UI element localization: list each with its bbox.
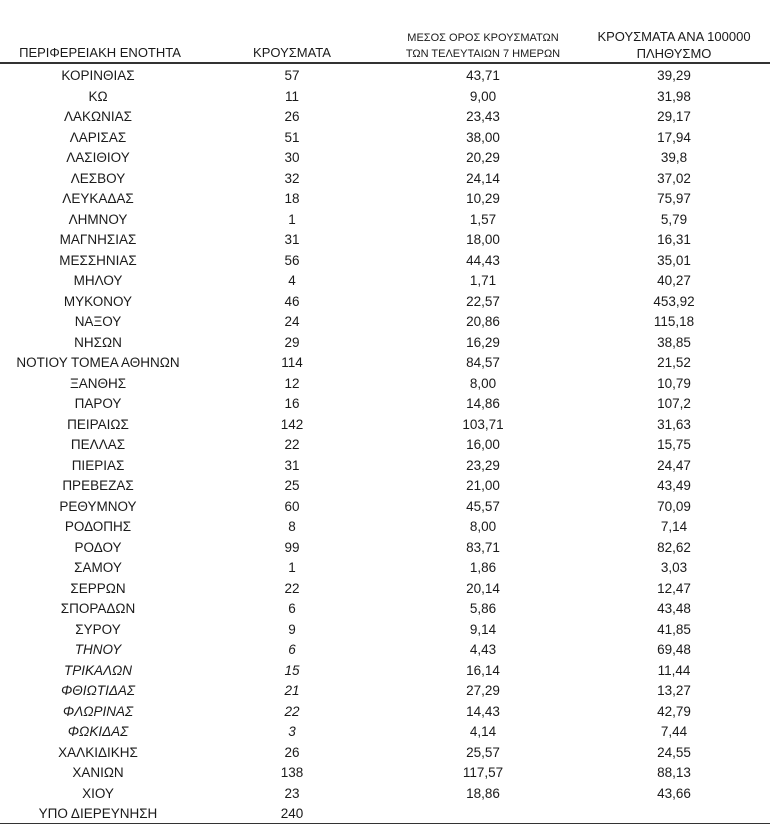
rate-cell: 3,03 — [660, 560, 688, 575]
table-row — [0, 210, 770, 231]
rate-cell: 41,85 — [657, 621, 691, 637]
region-cell: ΜΕΣΣΗΝΙΑΣ — [59, 252, 137, 268]
table-row — [0, 374, 770, 395]
cases-cell: 9 — [288, 621, 296, 637]
table-row — [0, 620, 770, 641]
rate-cell: 40,27 — [657, 273, 691, 288]
rate-cell: 39,8 — [660, 150, 688, 165]
rate-cell: 69,48 — [657, 642, 691, 657]
header-avg-7-days — [388, 30, 578, 62]
rate-cell: 88,13 — [657, 765, 691, 780]
table-row — [0, 435, 770, 456]
table-row — [0, 169, 770, 190]
cases-cell: 22 — [284, 703, 300, 719]
cases-cell: 8 — [288, 519, 296, 534]
region-cell: ΠΕΙΡΑΙΩΣ — [67, 416, 129, 432]
region-cell: ΡΟΔΟΥ — [74, 539, 122, 555]
cases-cell: 32 — [284, 170, 300, 186]
table-row — [0, 128, 770, 149]
table-row — [0, 353, 770, 374]
avg-cell: 10,29 — [466, 191, 500, 206]
header-rate-line2: ΠΛΗΘΥΣΜΟ — [636, 46, 712, 61]
table-row — [0, 517, 770, 538]
region-cell: ΣΕΡΡΩΝ — [70, 580, 126, 596]
table-row — [0, 558, 770, 579]
avg-cell: 117,57 — [462, 765, 504, 780]
rate-cell: 31,63 — [657, 416, 691, 432]
cases-cell: 142 — [280, 416, 304, 432]
region-cell: ΞΑΝΘΗΣ — [69, 375, 127, 391]
avg-cell: 16,00 — [466, 437, 500, 452]
rate-cell: 11,44 — [657, 662, 691, 678]
region-cell: ΧΑΛΚΙΔΙΚΗΣ — [58, 744, 138, 760]
rate-cell: 38,85 — [657, 334, 691, 350]
rate-cell: 115,18 — [653, 314, 695, 329]
header-avg-line2: ΤΩΝ ΤΕΛΕΥΤΑΙΩΝ 7 ΗΜΕΡΩΝ — [405, 48, 561, 60]
cases-cell: 56 — [284, 252, 300, 268]
region-cell: ΛΑΣΙΘΙΟΥ — [66, 150, 130, 165]
region-cell: ΛΑΡΙΣΑΣ — [69, 129, 127, 145]
avg-cell: 16,14 — [466, 662, 500, 678]
region-cell: ΛΕΣΒΟΥ — [70, 170, 126, 186]
cases-cell: 21 — [284, 683, 300, 698]
cases-cell: 22 — [284, 580, 300, 596]
cases-cell: 99 — [284, 539, 300, 555]
rate-cell: 29,17 — [657, 109, 691, 124]
avg-cell: 9,00 — [469, 88, 497, 104]
table-row — [0, 148, 770, 169]
cases-cell: 11 — [284, 88, 299, 104]
region-cell: ΚΟΡΙΝΘΙΑΣ — [61, 68, 135, 83]
rate-cell: 7,14 — [660, 519, 688, 534]
cases-cell: 46 — [284, 293, 300, 309]
table-row — [0, 271, 770, 292]
table-row — [0, 722, 770, 743]
table-row — [0, 312, 770, 333]
rate-cell: 12,47 — [657, 580, 691, 596]
cases-cell: 57 — [284, 68, 300, 83]
avg-cell: 25,57 — [466, 744, 500, 760]
cases-cell: 23 — [284, 785, 300, 801]
avg-cell: 18,00 — [466, 232, 500, 247]
table-row — [0, 784, 770, 805]
avg-cell: 103,71 — [462, 416, 504, 432]
region-cell: ΦΘΙΩΤΙΔΑΣ — [61, 683, 135, 698]
avg-cell: 9,14 — [469, 621, 497, 637]
rate-cell: 35,01 — [657, 252, 691, 268]
avg-cell: 23,29 — [466, 457, 500, 473]
avg-cell: 84,57 — [466, 355, 500, 370]
table-row — [0, 681, 770, 702]
rate-cell: 43,49 — [657, 478, 691, 493]
rate-cell: 17,94 — [657, 129, 691, 145]
rate-cell: 43,66 — [657, 785, 691, 801]
table-header — [0, 0, 770, 64]
region-cell: ΦΩΚΙΔΑΣ — [67, 724, 129, 739]
cases-cell: 1 — [288, 211, 296, 227]
avg-cell: 20,29 — [466, 150, 500, 165]
header-rate-line1: ΚΡΟΥΣΜΑΤΑ ΑΝΑ 100000 — [597, 29, 751, 44]
avg-cell: 4,14 — [469, 724, 497, 739]
cases-cell: 240 — [280, 806, 304, 821]
region-cell: ΤΡΙΚΑΛΩΝ — [63, 662, 133, 678]
cases-cell: 29 — [284, 334, 300, 350]
region-cell: ΝΑΞΟΥ — [74, 314, 122, 329]
table-row — [0, 702, 770, 723]
table-row — [0, 66, 770, 87]
header-region: ΠΕΡΙΦΕΡΕΙΑΚΗ ΕΝΟΤΗΤΑ — [19, 45, 181, 60]
avg-cell: 8,00 — [469, 519, 497, 534]
avg-cell: 45,57 — [466, 498, 500, 514]
region-cell: ΜΑΓΝΗΣΙΑΣ — [59, 232, 137, 247]
region-cell: ΝΗΣΩΝ — [74, 334, 122, 350]
rate-cell: 39,29 — [657, 68, 691, 83]
table-row — [0, 743, 770, 764]
avg-cell: 22,57 — [466, 293, 500, 309]
cases-cell: 26 — [284, 109, 300, 124]
region-cell: ΛΑΚΩΝΙΑΣ — [64, 109, 132, 124]
table-row — [0, 804, 770, 825]
cases-cell: 30 — [284, 150, 300, 165]
rate-cell: 31,98 — [657, 88, 691, 104]
table-row — [0, 415, 770, 436]
region-cell: ΥΠΟ ΔΙΕΡΕΥΝΗΣΗ — [38, 806, 158, 821]
avg-cell: 27,29 — [466, 683, 500, 698]
region-cell: ΠΡΕΒΕΖΑΣ — [62, 478, 134, 493]
region-cell: ΠΕΛΛΑΣ — [70, 437, 126, 452]
cases-cell: 12 — [284, 375, 300, 391]
rate-cell: 21,52 — [657, 355, 691, 370]
cases-cell: 6 — [288, 601, 296, 616]
cases-cell: 6 — [288, 642, 296, 657]
rate-cell: 24,55 — [657, 744, 691, 760]
cases-cell: 16 — [284, 396, 300, 411]
cases-cell: 138 — [280, 765, 304, 780]
header-avg-line1: ΜΕΣΟΣ ΟΡΟΣ ΚΡΟΥΣΜΑΤΩΝ — [407, 32, 559, 44]
cases-cell: 31 — [284, 232, 300, 247]
cases-cell: 26 — [284, 744, 300, 760]
region-cell: ΧΑΝΙΩΝ — [72, 765, 124, 780]
region-cell: ΝΟΤΙΟΥ ΤΟΜΕΑ ΑΘΗΝΩΝ — [16, 355, 180, 370]
cases-cell: 1 — [288, 560, 296, 575]
cases-cell: 22 — [284, 437, 300, 452]
avg-cell: 5,86 — [469, 601, 497, 616]
region-cell: ΣΠΟΡΑΔΩΝ — [60, 601, 136, 616]
region-cell: ΛΕΥΚΑΔΑΣ — [62, 191, 134, 206]
avg-cell: 4,43 — [469, 642, 497, 657]
table-row — [0, 292, 770, 313]
avg-cell: 44,43 — [466, 252, 500, 268]
rate-cell: 82,62 — [657, 539, 691, 555]
table-row — [0, 763, 770, 784]
avg-cell: 18,86 — [466, 785, 500, 801]
rate-cell: 107,2 — [657, 396, 691, 411]
cases-cell: 114 — [281, 355, 303, 370]
region-cell: ΛΗΜΝΟΥ — [68, 211, 128, 227]
rate-cell: 7,44 — [660, 724, 688, 739]
table-row — [0, 333, 770, 354]
rate-cell: 453,92 — [653, 293, 695, 309]
table-row — [0, 661, 770, 682]
avg-cell: 83,71 — [466, 539, 500, 555]
region-cell: ΜΗΛΟΥ — [73, 273, 123, 288]
cases-cell: 25 — [284, 478, 300, 493]
cases-cell: 4 — [288, 273, 296, 288]
cases-cell: 51 — [284, 129, 300, 145]
header-cases: ΚΡΟΥΣΜΑΤΑ — [253, 45, 331, 60]
table-row — [0, 87, 770, 108]
region-cell: ΚΩ — [88, 88, 108, 104]
cases-cell: 15 — [284, 662, 300, 678]
cases-cell: 60 — [284, 498, 300, 514]
rate-cell: 70,09 — [657, 498, 691, 514]
table-row — [0, 394, 770, 415]
region-cell: ΧΙΟΥ — [82, 785, 114, 801]
rate-cell: 16,31 — [657, 232, 691, 247]
rate-cell: 24,47 — [657, 457, 691, 473]
avg-cell: 38,00 — [466, 129, 500, 145]
cases-cell: 31 — [284, 457, 300, 473]
table-row — [0, 599, 770, 620]
rate-cell: 13,27 — [657, 683, 691, 698]
avg-cell: 20,14 — [466, 580, 500, 596]
region-cell: ΣΥΡΟΥ — [75, 621, 121, 637]
table-row — [0, 251, 770, 272]
avg-cell: 8,00 — [469, 375, 497, 391]
avg-cell: 1,71 — [469, 273, 497, 288]
avg-cell: 1,57 — [469, 211, 497, 227]
region-cell: ΠΙΕΡΙΑΣ — [71, 457, 125, 473]
avg-cell: 43,71 — [466, 68, 500, 83]
cases-cell: 3 — [288, 724, 296, 739]
table-row — [0, 230, 770, 251]
table-row — [0, 538, 770, 559]
region-cell: ΡΟΔΟΠΗΣ — [64, 519, 132, 534]
avg-cell: 14,86 — [466, 396, 500, 411]
region-cell: ΦΛΩΡΙΝΑΣ — [62, 703, 134, 719]
rate-cell: 15,75 — [657, 437, 691, 452]
rate-cell: 43,48 — [657, 601, 691, 616]
table-body — [0, 66, 770, 825]
table-row — [0, 497, 770, 518]
avg-cell: 14,43 — [466, 703, 500, 719]
rate-cell: 75,97 — [657, 191, 691, 206]
avg-cell: 24,14 — [466, 170, 500, 186]
avg-cell: 20,86 — [466, 314, 500, 329]
region-cell: ΤΗΝΟΥ — [74, 642, 122, 657]
cases-cell: 18 — [284, 191, 300, 206]
rate-cell: 37,02 — [657, 170, 691, 186]
region-cell: ΜΥΚΟΝΟΥ — [63, 293, 133, 309]
avg-cell: 16,29 — [466, 334, 500, 350]
table-row — [0, 107, 770, 128]
region-cell: ΣΑΜΟΥ — [74, 560, 122, 575]
bottom-rule — [0, 823, 770, 824]
avg-cell: 23,43 — [466, 109, 500, 124]
rate-cell: 42,79 — [657, 703, 691, 719]
region-cell: ΡΕΘΥΜΝΟΥ — [59, 498, 137, 514]
table-row — [0, 456, 770, 477]
table-row — [0, 579, 770, 600]
table-row — [0, 476, 770, 497]
rate-cell: 5,79 — [660, 211, 688, 227]
rate-cell: 10,79 — [657, 375, 691, 391]
table-row — [0, 640, 770, 661]
table-row — [0, 189, 770, 210]
region-cell: ΠΑΡΟΥ — [74, 396, 122, 411]
avg-cell: 1,86 — [469, 560, 497, 575]
header-cases-per-100k — [580, 28, 768, 62]
cases-cell: 24 — [284, 314, 300, 329]
avg-cell: 21,00 — [466, 478, 500, 493]
